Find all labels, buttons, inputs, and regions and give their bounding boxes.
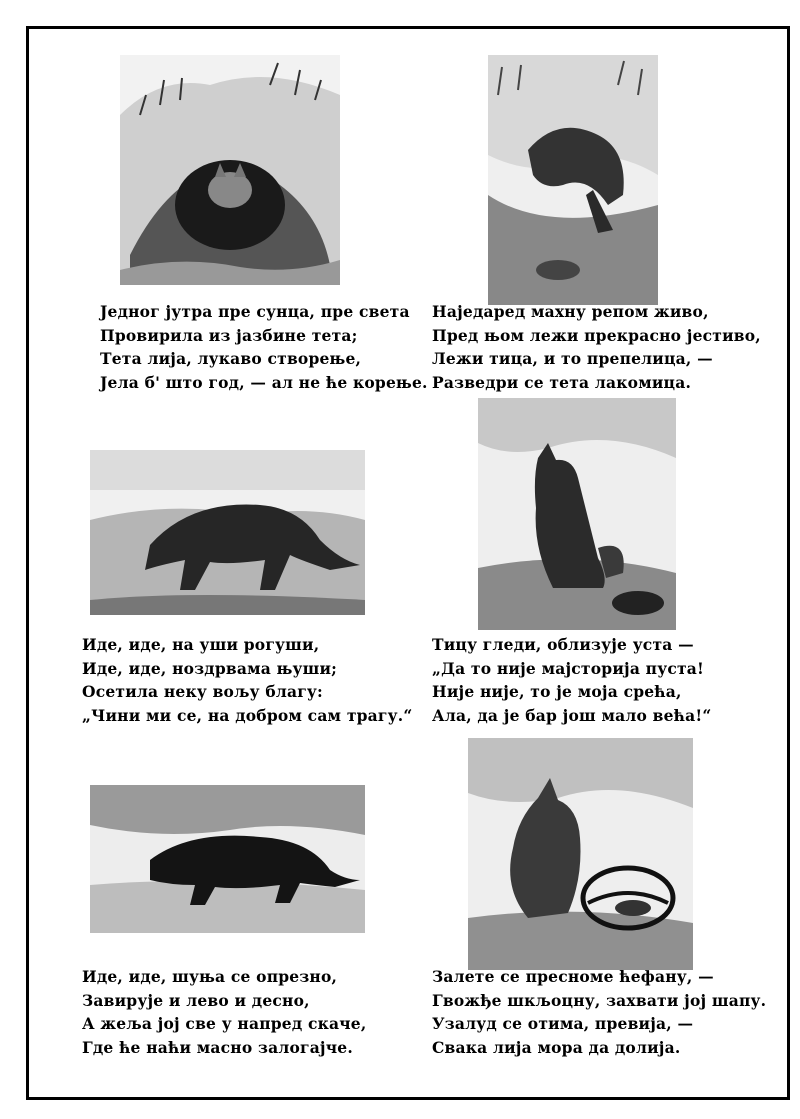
verse-line: Разведри се тета лакомица. (432, 372, 692, 392)
verse-line: Гвожђе шкљоцну, захвати јој шапу. (432, 990, 767, 1010)
verse-line: Наједаред махну репом живо, (432, 302, 709, 321)
illustration-fox-sniffing (90, 450, 365, 615)
verse-line: Тицу гледи, облизује уста — (432, 635, 694, 654)
verse-line: „Чини ми се, на добром сам трагу.“ (82, 705, 413, 725)
verse-line: Лежи тица, и то препелица, — (432, 349, 713, 368)
verse-3 (82, 633, 412, 727)
verse-line: Ала, да је бар још мало већа!“ (432, 705, 712, 725)
verse-line: Јела б' што год, — ал не ће корење. (100, 372, 428, 392)
verse-line: Свака лија мора да долија. (432, 1037, 681, 1057)
illustration-fox-creeping (90, 785, 365, 933)
verse-4 (432, 633, 711, 727)
verse-6 (432, 965, 766, 1059)
verse-line: Залете се пресноме ћефану, — (432, 967, 714, 986)
verse-line: Завирује и лево и десно, (82, 990, 310, 1010)
verse-line: Иде, иде, на уши рогуши, (82, 635, 320, 654)
illustration-fox-sees-quail (488, 55, 658, 305)
verse-line: А жеља јој све у напред скаче, (82, 1014, 367, 1033)
verse-1 (100, 300, 428, 394)
verse-line: „Да то није мајсторија пуста! (432, 658, 705, 678)
illustration-fox-trapped (468, 738, 693, 970)
verse-line: Иде, иде, шуња се опрезно, (82, 967, 338, 986)
verse-5 (82, 965, 366, 1059)
verse-line: Провирила из јазбине тета; (100, 325, 358, 345)
verse-line: Једног јутра пре сунца, пре света (100, 302, 410, 321)
illustration-fox-sitting (478, 398, 676, 630)
verse-2 (432, 300, 761, 394)
verse-line: Пред њом лежи прекрасно јестиво, (432, 325, 761, 345)
verse-line: Тета лија, лукаво створење, (100, 349, 362, 368)
verse-line: Иде, иде, ноздрвама њуши; (82, 658, 338, 678)
verse-line: Осетила неку вољу благу: (82, 682, 323, 701)
illustration-fox-burrow (120, 55, 340, 285)
verse-line: Није није, то је моја срећа, (432, 682, 682, 701)
verse-line: Где ће наћи масно залогајче. (82, 1037, 353, 1057)
verse-line: Узалуд се отима, превија, — (432, 1014, 694, 1033)
